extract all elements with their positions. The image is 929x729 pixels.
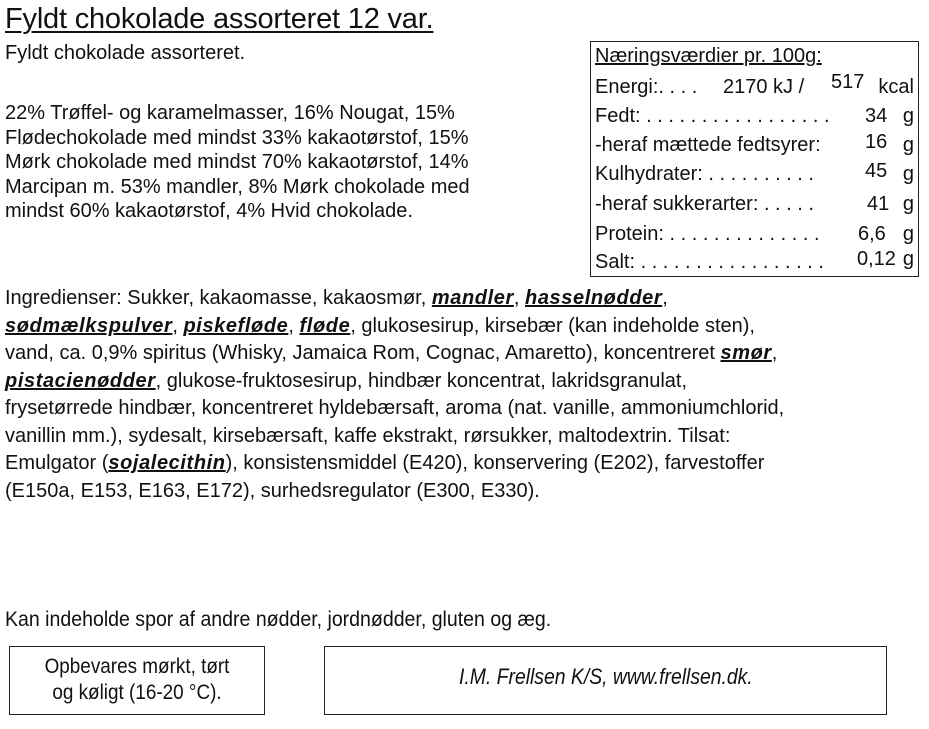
ingredients-segment: , glukosesirup, kirsebær (kan indeholde sten), (350, 314, 755, 337)
ingredients-segment: , (771, 342, 778, 364)
composition-line: Mørk chokolade med mindst 70% kakaotørstof, 14% (5, 151, 469, 173)
allergen-sojalecithin: sojalecithin (108, 452, 226, 474)
allergen-piskeflode: piskefløde (183, 314, 289, 337)
nutrition-value: 45 (865, 160, 888, 182)
nutrition-row (595, 247, 914, 277)
nutrition-value: 0,12 (857, 248, 896, 270)
allergen-mandler: mandler (431, 287, 514, 309)
nutrition-label: Fedt: . . . . . . . . . . . . . . . . . (595, 105, 830, 127)
energy-kcal-unit: kcal (878, 76, 914, 98)
ingredients-segment: , (513, 287, 525, 309)
ingredients-segment: vand, ca. 0,9% spiritus (Whisky, Jamaica Rom, Cognac, Amaretto), koncentreret (5, 342, 721, 364)
nutrition-unit: g (902, 223, 914, 245)
nutrition-label: Kulhydrater: . . . . . . . . . . (595, 163, 814, 185)
nutrition-label: Protein: . . . . . . . . . . . . . . (595, 223, 820, 245)
composition-line: mindst 60% kakaotørstof, 4% Hvid chokolade. (5, 200, 413, 222)
composition-line: Flødechokolade med mindst 33% kakaotørstof, 15% (5, 126, 469, 149)
ingredients-line: frysetørrede hindbær, koncentreret hyldebærsaft, aroma (nat. vanille, ammoniumchlorid, (5, 397, 785, 419)
nutrition-value: 34 (865, 105, 888, 127)
nutrition-row-energy (595, 72, 914, 102)
ingredients-segment: Ingredienser: Sukker, kakaomasse, kakaosmør, (5, 287, 432, 309)
nutrition-unit: g (902, 163, 914, 185)
product-subtitle: Fyldt chokolade assorteret. (5, 42, 246, 64)
storage-box (9, 646, 265, 715)
nutrition-table (590, 41, 919, 277)
energy-kj: 2170 kJ / (723, 76, 805, 98)
composition-text (5, 101, 565, 224)
ingredients-line (5, 340, 929, 368)
allergen-sodmaelkspulver: sødmælkspulver (5, 314, 173, 337)
ingredients-segment: ), konsistensmiddel (E420), konservering (E202), farvestoffer (225, 452, 765, 474)
ingredients-segment: , glukose-fruktosesirup, hindbær koncentrat, lakridsgranulat, (155, 369, 688, 392)
ingredients-text (5, 285, 929, 505)
nutrition-unit: g (902, 134, 914, 156)
storage-line: og køligt (16-20 °C). (52, 681, 222, 704)
ingredients-line (5, 285, 929, 313)
allergen-smor: smør (720, 342, 772, 364)
ingredients-segment: Emulgator ( (5, 452, 109, 474)
storage-line: Opbevares mørkt, tørt (44, 655, 230, 678)
nutrition-row (595, 189, 914, 219)
manufacturer-box (324, 646, 887, 715)
ingredients-line (5, 450, 929, 478)
nutrition-unit: g (902, 193, 914, 215)
nutrition-value: 6,6 (858, 223, 886, 245)
ingredients-segment: , (172, 314, 184, 337)
nutrition-label: -heraf sukkerarter: . . . . . (595, 193, 814, 215)
composition-line: Marcipan m. 53% mandler, 8% Mørk chokolade med (5, 175, 470, 198)
nutrition-label: -heraf mættede fedtsyrer: (595, 134, 821, 156)
product-title: Fyldt chokolade assorteret 12 var. (5, 3, 434, 35)
nutrition-label: Salt: . . . . . . . . . . . . . . . . . (595, 251, 824, 273)
ingredients-line: vanillin mm.), sydesalt, kirsebærsaft, kaffe ekstrakt, rørsukker, maltodextrin. Tilsat: (5, 424, 731, 447)
nutrition-unit: g (902, 105, 914, 127)
trace-notice: Kan indeholde spor af andre nødder, jordnødder, gluten og æg. (5, 608, 552, 631)
ingredients-line: (E150a, E153, E163, E172), surhedsregulator (E300, E330). (5, 479, 540, 502)
manufacturer-text: I.M. Frellsen K/S, www.frellsen.dk. (458, 664, 753, 689)
allergen-flode: fløde (299, 314, 351, 337)
allergen-hasselnodder: hasselnødder (525, 287, 663, 309)
ingredients-line (5, 313, 929, 341)
nutrition-heading: Næringsværdier pr. 100g: (595, 45, 822, 67)
composition-line: 22% Trøffel- og karamelmasser, 16% Nougat, 15% (5, 102, 455, 124)
energy-kcal-value: 517 (831, 71, 865, 93)
nutrition-value: 16 (865, 131, 888, 153)
nutrition-unit: g (902, 248, 914, 270)
allergen-pistacienodder: pistacienødder (5, 369, 156, 392)
ingredients-segment: , (288, 314, 300, 337)
nutrition-row (595, 159, 914, 189)
nutrition-value: 41 (867, 193, 890, 215)
ingredients-line (5, 368, 929, 396)
ingredients-segment: , (662, 287, 668, 309)
nutrition-label: Energi:. . . . (595, 76, 698, 98)
